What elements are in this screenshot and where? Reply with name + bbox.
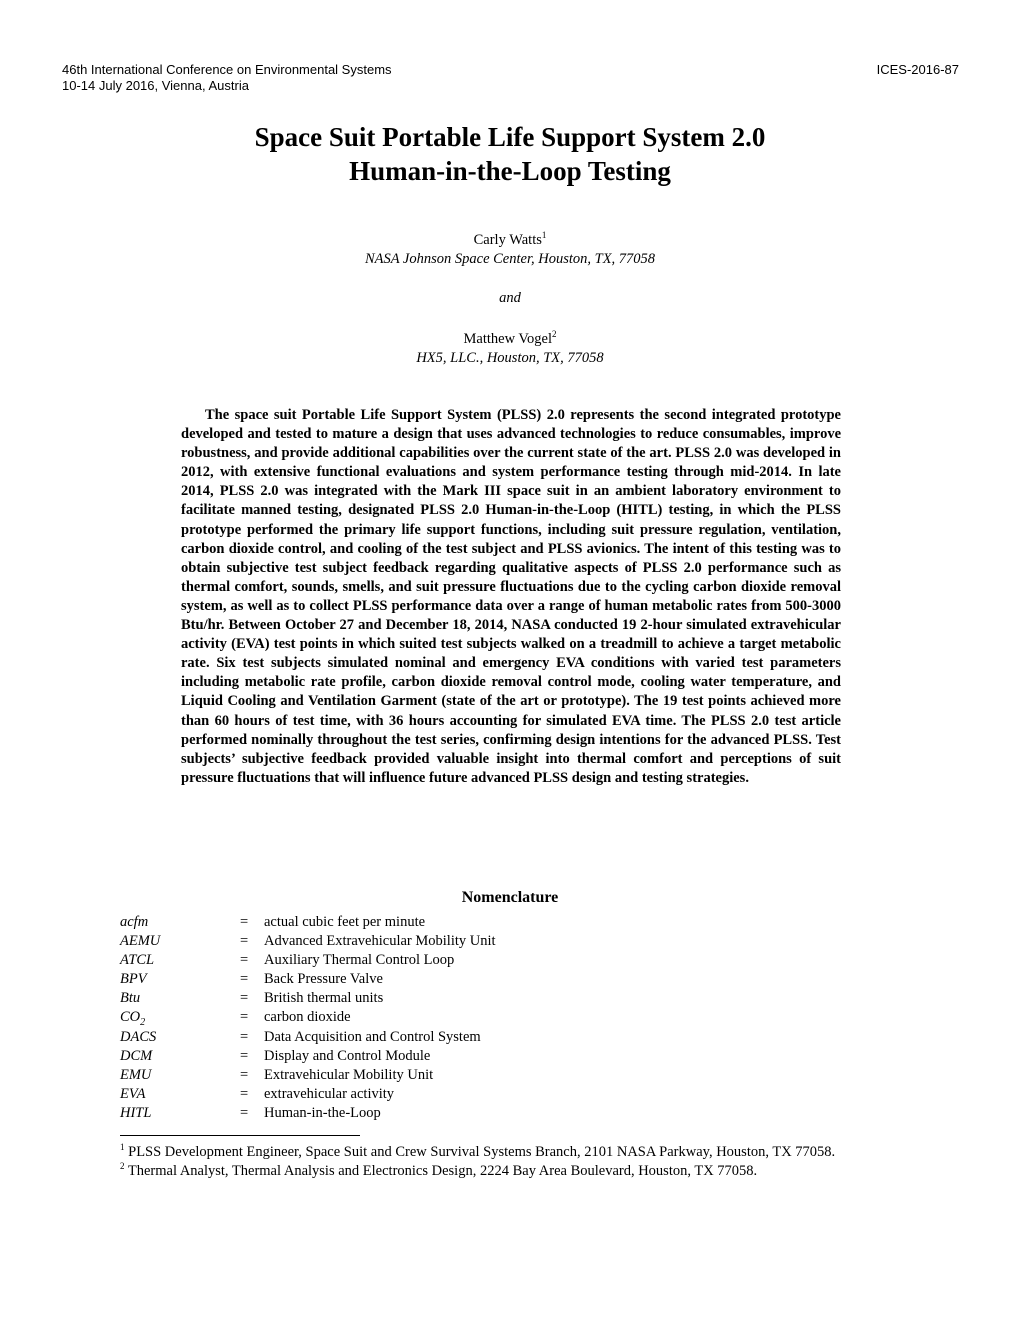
conference-dates: 10-14 July 2016, Vienna, Austria bbox=[62, 78, 249, 93]
paper-id: ICES-2016-87 bbox=[876, 62, 959, 77]
author-2-name: Matthew Vogel bbox=[463, 331, 552, 347]
footnote-separator bbox=[120, 1135, 360, 1136]
nomenclature-entry bbox=[120, 932, 820, 951]
nomenclature-list bbox=[120, 913, 820, 1123]
abstract bbox=[181, 406, 841, 788]
nomenclature-definition: Auxiliary Thermal Control Loop bbox=[264, 952, 455, 969]
equals-sign: = bbox=[240, 1104, 249, 1121]
nomenclature-definition: actual cubic feet per minute bbox=[264, 914, 426, 930]
title-line-1: Space Suit Portable Life Support System 2.0 bbox=[254, 122, 766, 152]
nomenclature-term: AEMU bbox=[120, 933, 161, 950]
footnote-1-text: PLSS Development Engineer, Space Suit and Crew Survival Systems Branch, 2101 NASA Parkway, Houston, TX 77058. bbox=[128, 1144, 836, 1160]
footnote-1-mark: 1 bbox=[120, 1142, 125, 1153]
nomenclature-entry bbox=[120, 989, 820, 1008]
conference-name: 46th International Conference on Environmental Systems bbox=[62, 62, 392, 77]
author-2 bbox=[0, 330, 1020, 348]
author-1-name: Carly Watts bbox=[473, 232, 542, 248]
nomenclature-entry bbox=[120, 913, 820, 932]
nomenclature-definition: Advanced Extravehicular Mobility Unit bbox=[264, 933, 496, 950]
nomenclature-term: BPV bbox=[120, 971, 147, 988]
equals-sign: = bbox=[240, 1047, 249, 1064]
nomenclature-term: DCM bbox=[120, 1047, 153, 1064]
nomenclature-definition: Data Acquisition and Control System bbox=[264, 1028, 481, 1045]
nomenclature-term: DACS bbox=[120, 1028, 157, 1045]
nomenclature-entry bbox=[120, 1085, 820, 1104]
nomenclature-entry bbox=[120, 970, 820, 989]
equals-sign: = bbox=[240, 1085, 249, 1102]
author-1-mark: 1 bbox=[541, 230, 547, 241]
equals-sign: = bbox=[240, 1066, 249, 1083]
nomenclature-definition: Human-in-the-Loop bbox=[264, 1104, 381, 1121]
nomenclature-term: EVA bbox=[120, 1085, 146, 1102]
footnote-2 bbox=[120, 1162, 910, 1181]
nomenclature-entry bbox=[120, 951, 820, 970]
nomenclature-definition: British thermal units bbox=[264, 990, 384, 1007]
nomenclature-definition: Display and Control Module bbox=[264, 1047, 431, 1064]
author-2-affiliation: HX5, LLC., Houston, TX, 77058 bbox=[416, 350, 604, 366]
nomenclature-term-co2: $CO_2$ bbox=[120, 1009, 146, 1029]
nomenclature-definition: Extravehicular Mobility Unit bbox=[264, 1066, 434, 1083]
author-1-affiliation: NASA Johnson Space Center, Houston, TX, 77058 bbox=[364, 251, 656, 267]
nomenclature-entry bbox=[120, 1104, 820, 1123]
title-line-2: Human-in-the-Loop Testing bbox=[349, 156, 671, 186]
nomenclature-entry bbox=[120, 1047, 820, 1066]
nomenclature-definition: extravehicular activity bbox=[264, 1085, 395, 1102]
author-1 bbox=[0, 231, 1020, 249]
abstract-text: The space suit Portable Life Support System (PLSS) 2.0 represents the second integrated prototype developed and tested to mature a design that uses advanced technologies to reduce consumables, improve robustness, and provide additional capabilities over the current state of the art. PLSS 2.0 was developed in 2012, with extensive functional evaluations and system performance testing through mid-2014. In late 2014, PLSS 2.0 was integrated with the Mark III space suit in an ambient laboratory environment to facilitate manned testing, designated PLSS 2.0 Human-in-the-Loop (HITL) testing, in which the PLSS prototype performed the primary life support functions, including suit pressure regulation, ventilation, carbon dioxide control, and cooling of the test subject and PLSS avionics. The intent of this testing was to obtain subjective test subject feedback regarding qualitative aspects of PLSS 2.0 performance such as thermal comfort, sounds, smells, and suit pressure fluctuations due to the cycling carbon dioxide removal system, as well as to collect PLSS performance data over a range of human metabolic rates from 500-3000 Btu/hr. Between October 27 and December 18, 2014, NASA conducted 19 2-hour simulated extravehicular activity (EVA) test points in which suited test subjects walked on a treadmill to achieve a target metabolic rate. Six test subjects simulated nominal and emergency EVA conditions with varied test parameters including metabolic rate profile, carbon dioxide removal control mode, cooling water temperature, and Liquid Cooling and Ventilation Garment (state of the art or prototype). The 19 test points achieved more than 60 hours of test time, with 36 hours accounting for simulated EVA time. The PLSS 2.0 test article performed nominally throughout the test series, confirming design intentions for the advanced PLSS. Test subjects’ subjective feedback provided valuable insight into thermal comfort and perceptions of suit pressure fluctuations that will influence future advanced PLSS design and testing strategies. bbox=[181, 407, 841, 786]
nomenclature-heading: Nomenclature bbox=[461, 889, 559, 906]
paper-title bbox=[0, 120, 1020, 188]
nomenclature-entry bbox=[120, 1008, 820, 1027]
footnote-1 bbox=[120, 1143, 910, 1162]
nomenclature-term: Btu bbox=[120, 990, 141, 1007]
running-header-left bbox=[62, 62, 392, 94]
nomenclature-term: EMU bbox=[120, 1066, 152, 1083]
author-joiner: and bbox=[499, 290, 521, 306]
author-2-mark: 2 bbox=[551, 329, 557, 340]
equals-sign: = bbox=[240, 933, 249, 950]
equals-sign: = bbox=[240, 952, 249, 969]
nomenclature-term: HITL bbox=[120, 1104, 152, 1121]
equals-sign: = bbox=[240, 971, 249, 988]
equals-sign: = bbox=[240, 990, 249, 1007]
nomenclature-term: acfm bbox=[120, 914, 149, 930]
nomenclature-term: ATCL bbox=[120, 952, 155, 969]
nomenclature-definition: carbon dioxide bbox=[264, 1009, 351, 1026]
equals-sign: = bbox=[240, 914, 249, 930]
nomenclature-definition: Back Pressure Valve bbox=[264, 971, 383, 988]
footnotes bbox=[120, 1143, 910, 1180]
footnote-2-mark: 2 bbox=[120, 1160, 125, 1171]
equals-sign: = bbox=[240, 1028, 249, 1045]
nomenclature-entry bbox=[120, 1028, 820, 1047]
footnote-2-text: Thermal Analyst, Thermal Analysis and Electronics Design, 2224 Bay Area Boulevard, Houston, TX 77058. bbox=[127, 1162, 758, 1179]
nomenclature-entry bbox=[120, 1066, 820, 1085]
equals-sign: = bbox=[240, 1009, 249, 1026]
